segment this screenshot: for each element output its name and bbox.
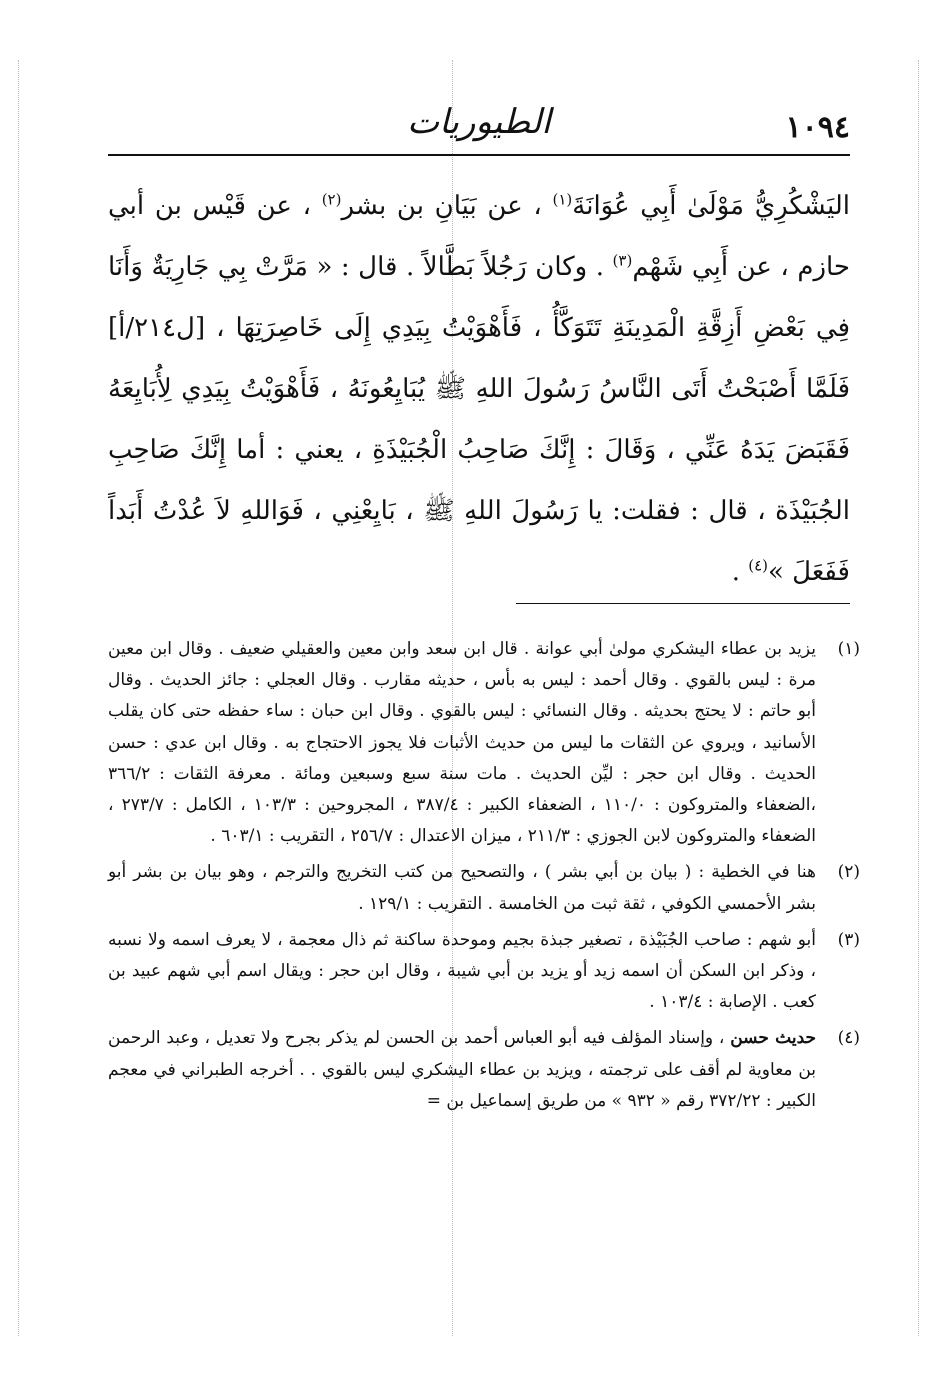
footnote-number: (٤) [837,1028,860,1049]
running-title: الطيوريات [407,102,551,142]
footnote [108,857,860,919]
text-segment: . وكان رَجُلاً بَطَّالاً . قال : « مَرَّتْ بِي جَارِيَةٌ وَأَنَا فِي بَعْضِ أَزِقَّةِ الْمَدِينَةِ تَتَوَكَّأُ ، فَأَهْوَيْتُ بِيَدِي إِلَى خَاصِرَتِهَا ، [ل٢١٤/أ] فَلَمَّا أَصْبَحْتُ أَتَى النَّاسُ رَسُولَ اللهِ ﷺ يُبَايِعُونَهُ ، فَأَهْوَيْتُ بِيَدِي لِأُبَايِعَهُ فَقَبَضَ يَدَهُ عَنِّي ، وَقَالَ : إِنَّكَ صَاحِبُ الْجُبَيْذَةِ ، يعني : أما إِنَّكَ صَاحِبِ الجُبَيْذَة ، قال : فقلت: يا رَسُولَ اللهِ ﷺ ، بَايِعْنِي ، فَوَاللهِ لاَ عُدْتُ أَبَداً فَفَعَلَ » [108,252,850,587]
footnote-ref: (٣) [612,251,633,270]
main-text [108,176,850,603]
footnote-text [108,1023,816,1117]
footnote [108,634,860,852]
scan-margin-line [18,60,19,1336]
footnote-ref: (٢) [321,190,342,209]
header-rule [108,154,850,156]
hadith-paragraph [108,176,850,603]
text-segment: . [731,557,749,587]
footnote-text: يزيد بن عطاء اليشكري مولىٰ أبي عوانة . قال ابن سعد وابن معين والعقيلي ضعيف . وقال ابن معين مرة : ليس بالقوي . وقال أحمد : ليس به بأس ، حديثه مقارب . وقال العجلي : جائز الحديث . وقال أبو حاتم : لا يحتج بحديثه . وقال النسائي : ليس بالقوي . وقال ابن حبان : ساء حفظه حتى كان يقلب الأسانيد ، ويروي عن الثقات ما ليس من حديث الأثبات فلا يجوز الاحتجاج به . وقال ابن عدي : حسن الحديث . وقال ابن حجر : ليِّن الحديث . مات سنة سبع وسبعين ومائة . معرفة الثقات : ٣٦٦/٢ ،الضعفاء والمتروكون : ١١٠/٠ ، الضعفاء الكبير : ٣٨٧/٤ ، المجروحين : ١٠٣/٣ ، الكامل : ٢٧٣/٧ ، الضعفاء والمتروكون لابن الجوزي : ٢١١/٣ ، ميزان الاعتدال : ٢٥٦/٧ ، التقريب : ٦٠٣/١ . [108,639,817,847]
footnote-number: (١) [837,639,860,659]
grading-label: حديث حسن [730,1028,816,1049]
page-header [108,96,850,152]
page-number: ١٠٩٤ [785,110,850,145]
footnote [108,1023,860,1117]
footnote-ref: (١) [552,190,573,209]
footnote-separator [516,603,850,604]
footnotes [108,634,860,1122]
footnote-number: (٢) [837,862,860,883]
footnote [108,925,860,1019]
text-segment: ، عن بَيَانِ بن بشر [341,191,553,221]
text-segment: اليَشْكُرِيُّ مَوْلَىٰ أَبِي عُوَانَةَ [572,191,850,221]
text-segment: ، عن قَيْس بن أبي حازم ، عن أَبِي شَهْم [108,191,851,282]
footnote-text: أبو شهم : صاحب الجُبَيْذة ، تصغير جبذة بجيم وموحدة ساكنة ثم ذال معجمة ، لا يعرف اسمه ولا نسبه ، وذكر ابن السكن أن اسمه زيد أو يزيد بن أبي شيبة ، وقال ابن حجر : ويقال اسم أبي شهم عبيد بن كعب . الإصابة : ١٠٣/٤ . [108,929,816,1013]
scan-margin-line [918,60,919,1336]
footnote-ref: (٤) [748,556,768,575]
footnote-text-rest: ، وإسناد المؤلف فيه أبو العباس أحمد بن الحسن لم يذكر بجرح ولا تعديل ، وعبد الرحمن بن معاوية لم أقف على ترجمته ، ويزيد بن عطاء اليشكري ليس بالقوي . . أخرجه الطبراني في معجم الكبير : ٣٧٢/٢٢ رقم « ٩٣٢ » من طريق إسماعيل بن = [108,1028,816,1111]
footnote-text: هنا في الخطية : ( بيان بن أبي بشر ) ، والتصحيح من كتب التخريج والترجم ، وهو بيان بن بشر أبو بشر الأحمسي الكوفي ، ثقة ثبت من الخامسة . التقريب : ١٢٩/١ . [108,862,816,914]
footnote-number: (٣) [837,929,860,950]
